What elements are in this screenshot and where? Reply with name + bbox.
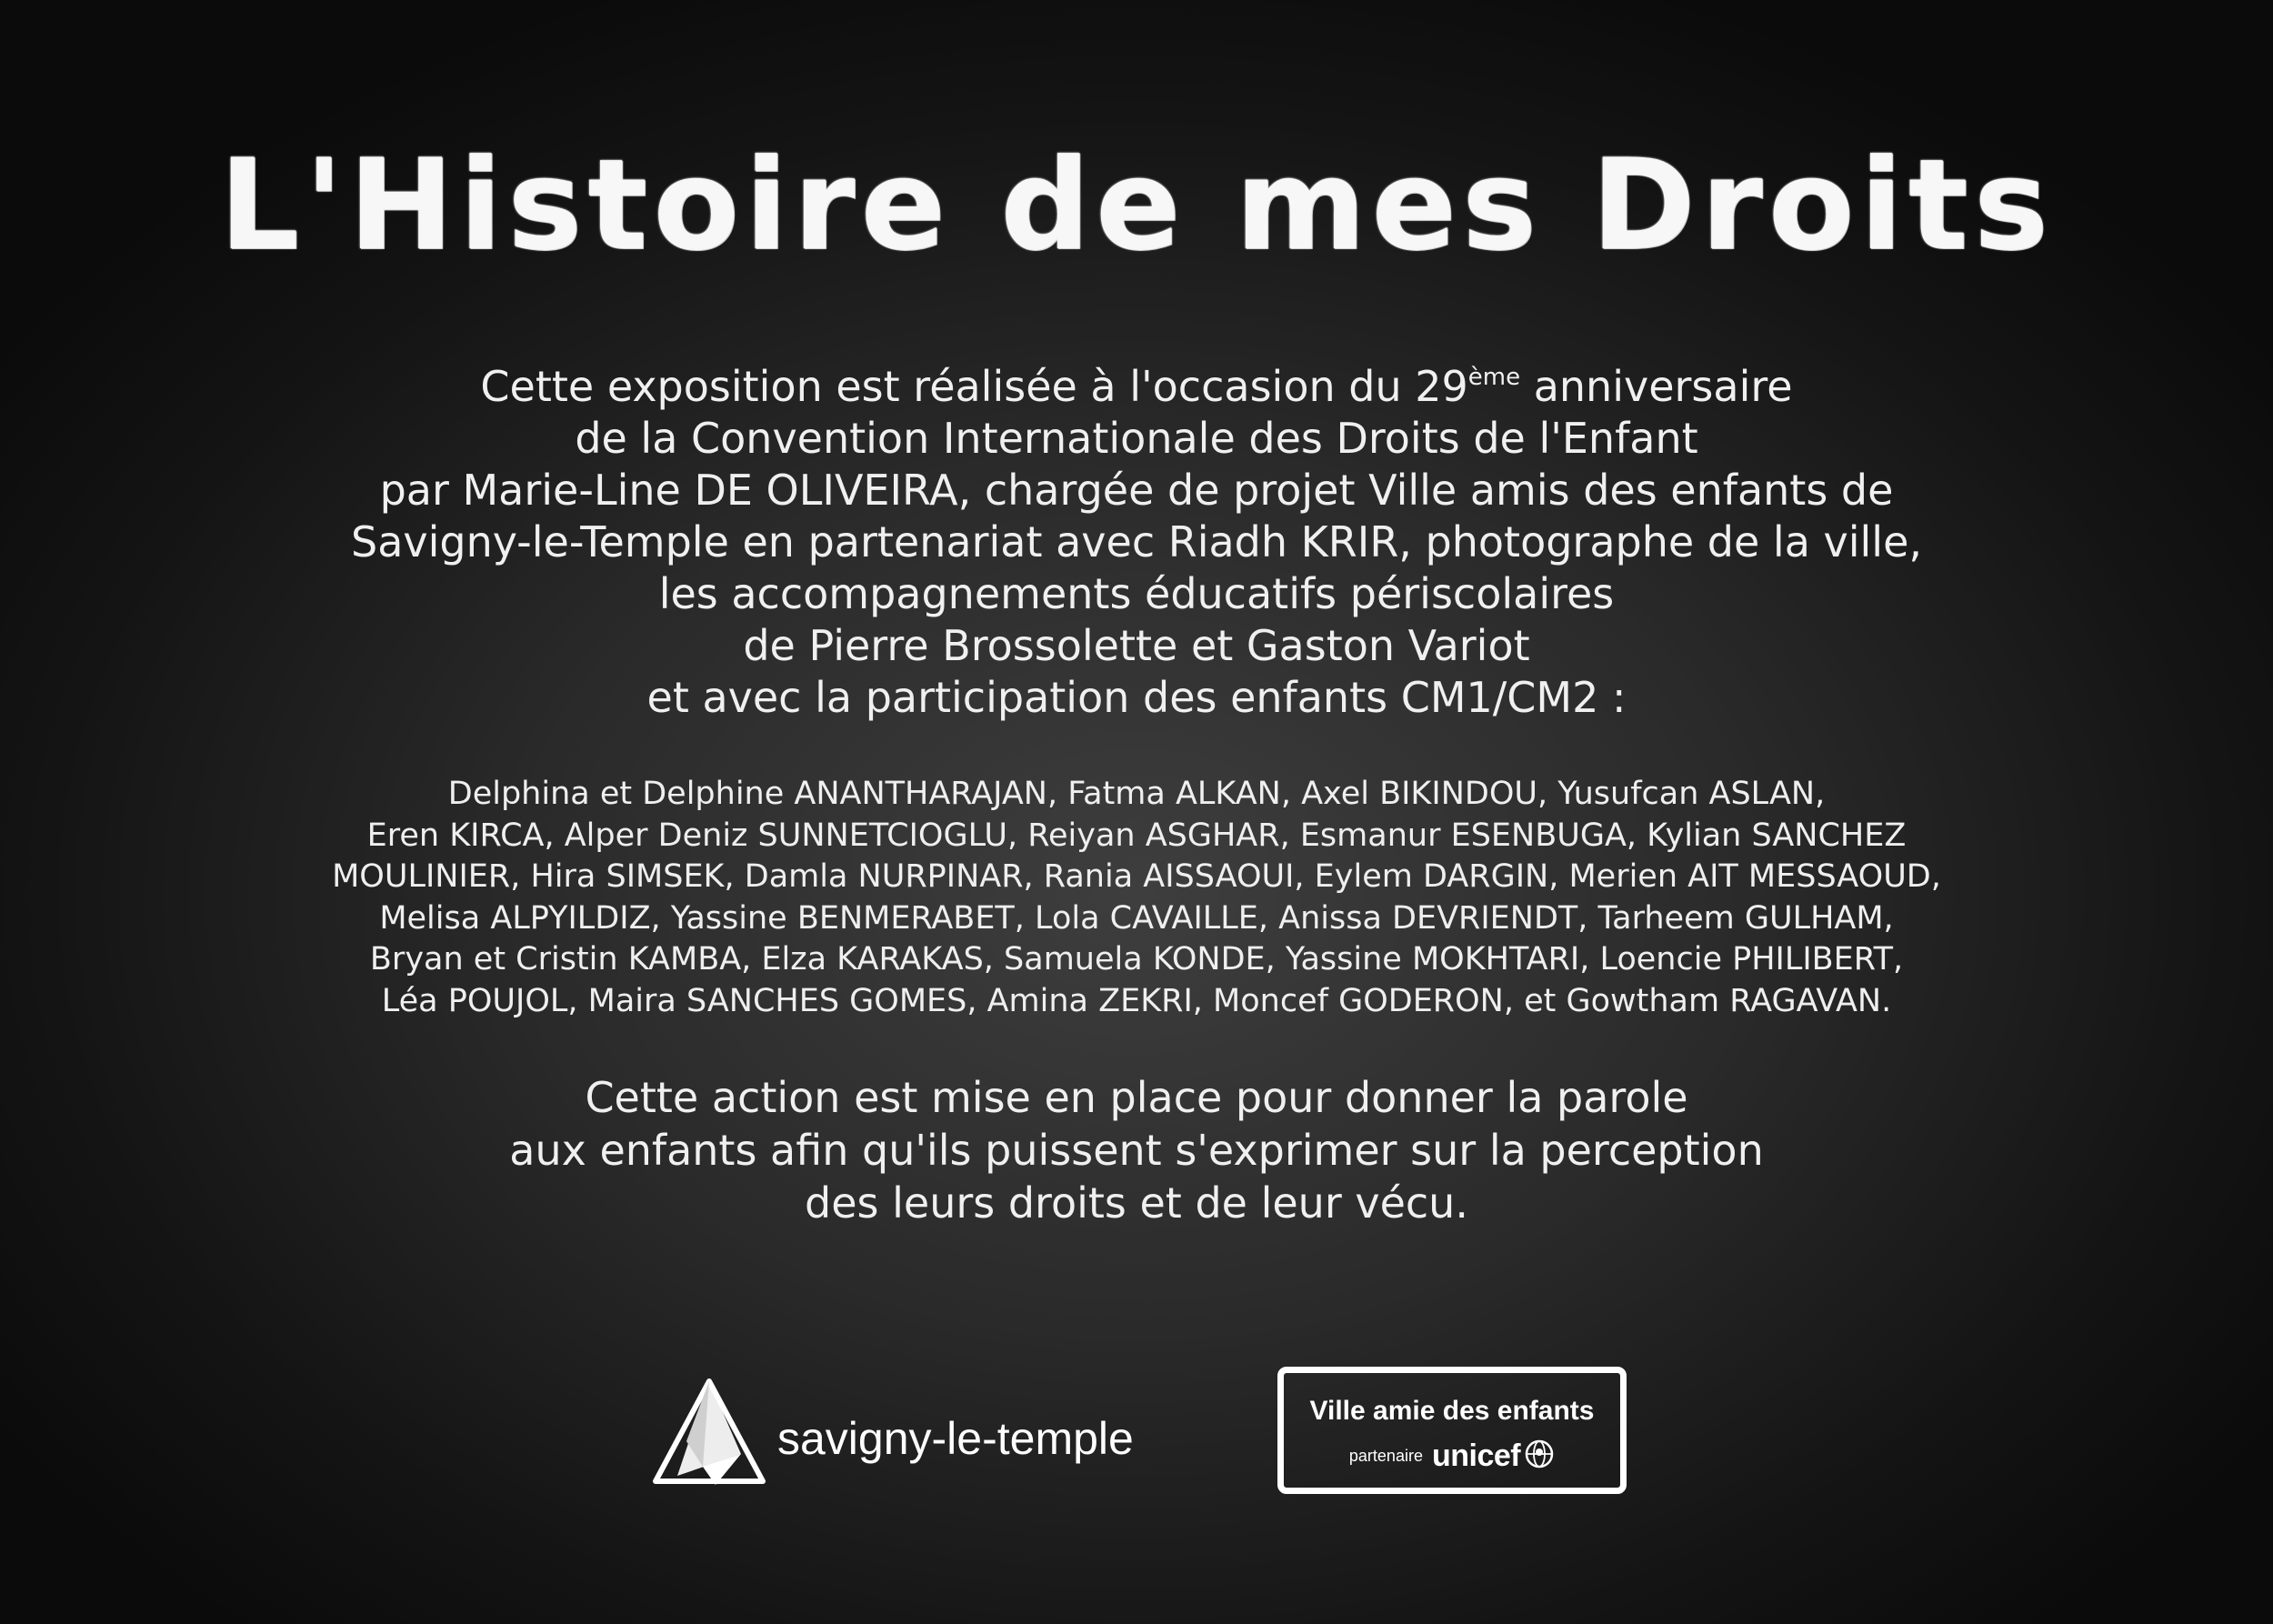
tent-triangle-icon bbox=[650, 1378, 768, 1491]
unicef-partner-badge bbox=[1277, 1367, 1627, 1494]
intro-line-3: par Marie-Line DE OLIVEIRA, chargée de projet Ville amis des enfants de bbox=[379, 466, 1894, 515]
participants-line: Eren KIRCA, Alper Deniz SUNNETCIOGLU, Reiyan ASGHAR, Esmanur ESENBUGA, Kylian SANCHEZ bbox=[366, 817, 1907, 854]
intro-line-2: de la Convention Internationale des Droits de l'Enfant bbox=[575, 414, 1698, 463]
unicef-partner-row bbox=[1284, 1439, 1620, 1474]
intro-line-7: et avec la participation des enfants CM1/CM2 : bbox=[646, 673, 1627, 722]
savigny-logo-text: savigny-le-temple bbox=[777, 1413, 1134, 1464]
poster-title: L'Histoire de mes Droits bbox=[219, 132, 2054, 278]
participants-line: Melisa ALPYILDIZ, Yassine BENMERABET, Lola CAVAILLE, Anissa DEVRIENDT, Tarheem GULHAM, bbox=[379, 899, 1894, 937]
intro-line-5: les accompagnements éducatifs périscolaires bbox=[658, 569, 1615, 618]
intro-line-1: Cette exposition est réalisée à l'occasion du 29ème anniversaire bbox=[480, 362, 1793, 411]
participants-line: Bryan et Cristin KAMBA, Elza KARAKAS, Samuela KONDE, Yassine MOKHTARI, Loencie PHILIBERT, bbox=[369, 941, 1904, 977]
closing-paragraph bbox=[136, 1071, 2137, 1229]
participants-line: Delphina et Delphine ANANTHARAJAN, Fatma ALKAN, Axel BIKINDOU, Yusufcan ASLAN, bbox=[447, 776, 1826, 812]
unicef-brand: unicef bbox=[1431, 1439, 1521, 1473]
intro-line-4: Savigny-le-Temple en partenariat avec Riadh KRIR, photographe de la ville, bbox=[351, 517, 1922, 566]
participants-line: MOULINIER, Hira SIMSEK, Damla NURPINAR, Rania AISSAOUI, Eylem DARGIN, Merien AIT MESSAOUD, bbox=[332, 858, 1941, 895]
unicef-globe-icon bbox=[1524, 1439, 1555, 1474]
intro-paragraph bbox=[136, 361, 2137, 724]
savigny-logo bbox=[650, 1378, 1232, 1491]
intro-line-6: de Pierre Brossolette et Gaston Variot bbox=[743, 621, 1530, 670]
closing-line-2: aux enfants afin qu'ils puissent s'exprimer sur la perception bbox=[509, 1126, 1764, 1175]
participants-list bbox=[136, 774, 2137, 1022]
closing-line-3: des leurs droits et de leur vécu. bbox=[805, 1178, 1468, 1228]
closing-line-1: Cette action est mise en place pour donner la parole bbox=[585, 1073, 1688, 1122]
unicef-badge-title: Ville amie des enfants bbox=[1309, 1396, 1595, 1426]
participants-line: Léa POUJOL, Maira SANCHES GOMES, Amina ZEKRI, Moncef GODERON, et Gowtham RAGAVAN. bbox=[381, 982, 1892, 1019]
unicef-partner-label: partenaire bbox=[1348, 1447, 1423, 1465]
ordinal-superscript: ème bbox=[1467, 364, 1521, 391]
